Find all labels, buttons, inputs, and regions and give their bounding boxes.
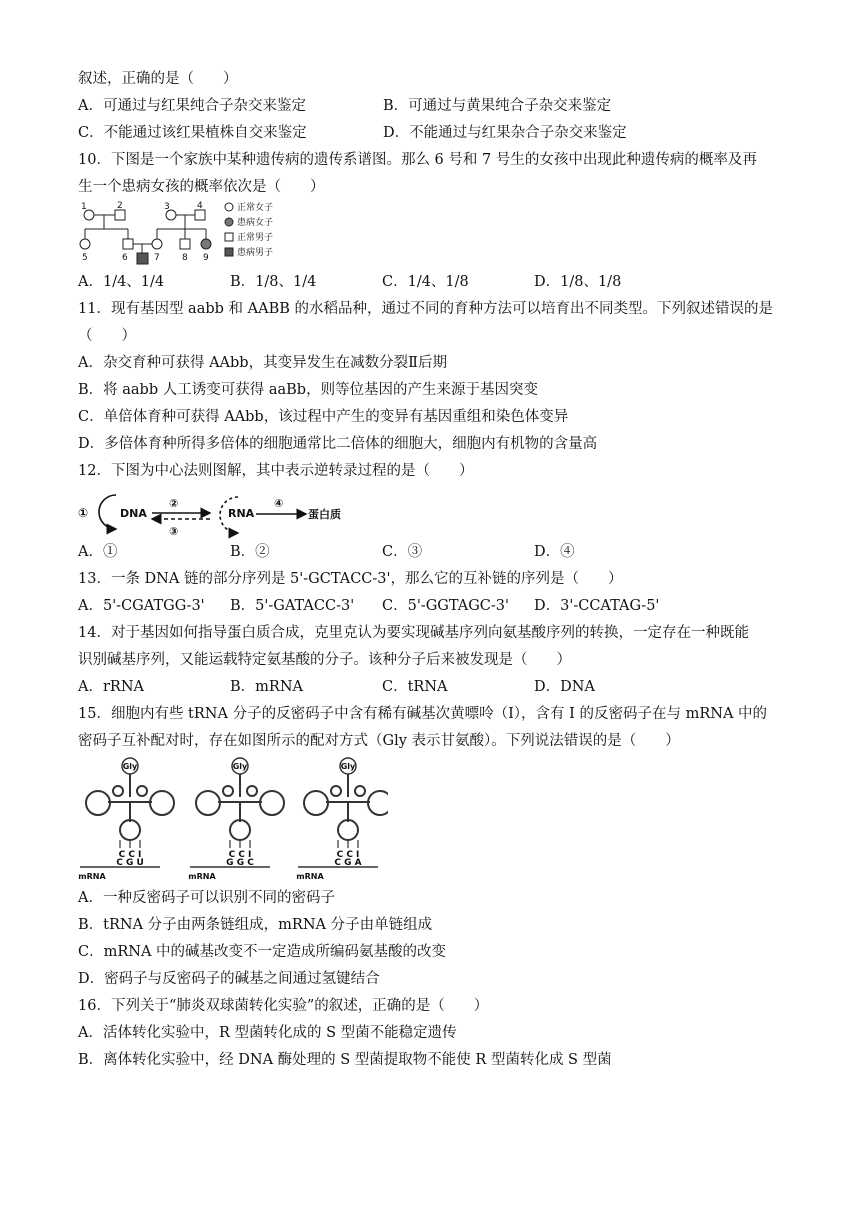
codon-label: C G A xyxy=(334,858,362,868)
mrna-label: mRNA xyxy=(78,872,106,881)
legend-normal-female: 正常女子 xyxy=(237,203,274,213)
q13-stem: 13．一条 DNA 链的部分序列是 5'-GCTACC-3'，那么它的互补链的序列是（ ） xyxy=(78,571,623,587)
anticodon-loop xyxy=(230,820,250,840)
q12-stem: 12．下图为中心法则图解，其中表示逆转录过程的是（ ） xyxy=(78,463,474,479)
q16-stem: 16．下列关于“肺炎双球菌转化实验”的叙述，正确的是（ ） xyxy=(78,998,489,1014)
legend-affected-female: 患病女子 xyxy=(237,218,274,228)
q10-stem-line-1: 10．下图是一个家族中某种遗传病的遗传系谱图。那么 6 号和 7 号生的女孩中出现此种遗传病的概率及再 xyxy=(78,152,757,168)
q15-option-d[interactable]: D．密码子与反密码子的碱基之间通过氢键结合 xyxy=(78,971,380,987)
q15-option-c[interactable]: C．mRNA 中的碱基改变不一定造成所编码氨基酸的改变 xyxy=(78,944,447,960)
label-circle-4: ④ xyxy=(274,497,284,510)
q10-stem-line-2: 生一个患病女孩的概率依次是（ ） xyxy=(78,179,325,195)
q15-option-b[interactable]: B．tRNA 分子由两条链组成，mRNA 分子由单链组成 xyxy=(78,917,433,933)
q10-option-a[interactable]: A．1/4、1/4 xyxy=(78,274,165,290)
q12-option-d[interactable]: D．④ xyxy=(534,544,575,560)
label-circle-2: ② xyxy=(169,497,179,510)
q11-option-b[interactable]: B．将 aabb 人工诱变可获得 aaBb，则等位基因的产生来源于基因突变 xyxy=(78,382,539,398)
q14-option-d[interactable]: D．DNA xyxy=(534,679,595,695)
q11-stem-line-2: （ ） xyxy=(78,328,136,344)
q14-option-a[interactable]: A．rRNA xyxy=(78,679,144,695)
q14-stem-line-2: 识别碱基序列，又能运载特定氨基酸的分子。该种分子后来被发现是（ ） xyxy=(78,652,571,668)
small-loop xyxy=(113,786,123,796)
pedigree-label-5: 5 xyxy=(82,253,88,263)
q9-option-d[interactable]: D．不能通过与红果杂合子杂交来鉴定 xyxy=(383,125,627,141)
q16-option-a[interactable]: A．活体转化实验中，R 型菌转化成的 S 型菌不能稳定遗传 xyxy=(78,1025,457,1041)
q9-options-row-2 xyxy=(78,120,798,147)
q13-option-b[interactable]: B．5'-GATACC-3' xyxy=(230,598,355,614)
pedigree-label-4: 4 xyxy=(197,201,203,211)
amino-acid-label: Gly xyxy=(340,762,356,771)
q10-option-b[interactable]: B．1/8、1/4 xyxy=(230,274,317,290)
d-loop xyxy=(196,791,220,815)
pedigree-label-9: 9 xyxy=(203,253,209,263)
pedigree-label-2: 2 xyxy=(117,201,123,211)
q13-option-d[interactable]: D．3'-CCATAG-5' xyxy=(534,598,660,614)
pedigree-chart xyxy=(78,201,318,269)
d-loop xyxy=(304,791,328,815)
pedigree-label-1: 1 xyxy=(81,202,87,212)
q15-trna-figure xyxy=(78,755,798,885)
t-loop xyxy=(150,791,174,815)
label-circle-1: ① xyxy=(78,506,89,520)
q11-option-c[interactable]: C．单倍体育种可获得 AAbb，该过程中产生的变异有基因重组和染色体变异 xyxy=(78,409,569,425)
q9-option-a[interactable]: A．可通过与红果纯合子杂交来鉴定 xyxy=(78,98,306,114)
small-loop xyxy=(247,786,257,796)
label-protein: 蛋白质 xyxy=(308,508,341,521)
legend-normal-male: 正常男子 xyxy=(237,233,274,243)
small-loop xyxy=(355,786,365,796)
q12-option-b[interactable]: B．② xyxy=(230,544,270,560)
q10-pedigree-figure xyxy=(78,201,798,269)
pedigree-label-7: 7 xyxy=(154,253,160,263)
q9-stem-tail: 叙述，正确的是（ ） xyxy=(78,71,238,87)
anticodon-label: C C I xyxy=(228,850,252,860)
q11-stem-line-1: 11．现有基因型 aabb 和 AABB 的水稻品种，通过不同的育种方法可以培育出不同类型。下列叙述错误的是 xyxy=(78,301,773,317)
q9-option-c[interactable]: C．不能通过该红果植株自交来鉴定 xyxy=(78,125,307,141)
q13-option-a[interactable]: A．5'-CGATGG-3' xyxy=(78,598,205,614)
label-circle-3: ③ xyxy=(169,525,179,538)
central-dogma-diagram xyxy=(78,485,358,539)
q14-option-c[interactable]: C．tRNA xyxy=(382,679,448,695)
q12-options xyxy=(78,539,798,566)
anticodon-label: C C I xyxy=(336,850,360,860)
q9-options-row-1 xyxy=(78,93,798,120)
q9-option-b[interactable]: B．可通过与黄果纯合子杂交来鉴定 xyxy=(383,98,612,114)
t-loop xyxy=(368,791,388,815)
small-loop xyxy=(331,786,341,796)
pedigree-individual-5 xyxy=(80,239,90,249)
q14-option-b[interactable]: B．mRNA xyxy=(230,679,303,695)
pedigree-individual-9 xyxy=(201,239,211,249)
pedigree-label-3: 3 xyxy=(164,202,170,212)
q15-stem-line-2: 密码子互补配对时，存在如图所示的配对方式（Gly 表示甘氨酸）。下列说法错误的是（ ） xyxy=(78,733,680,749)
codon-label: G G C xyxy=(226,858,254,868)
pedigree-label-6: 6 xyxy=(122,253,128,263)
q15-stem-line-1: 15．细胞内有些 tRNA 分子的反密码子中含有稀有碱基次黄嘌呤（I），含有 I 的反密码子在与 mRNA 中的 xyxy=(78,706,768,722)
t-loop xyxy=(260,791,284,815)
pedigree-individual-7 xyxy=(152,239,162,249)
q12-option-a[interactable]: A．① xyxy=(78,544,118,560)
amino-acid-label: Gly xyxy=(122,762,138,771)
q11-option-a[interactable]: A．杂交育种可获得 AAbb，其变异发生在减数分裂Ⅱ后期 xyxy=(78,355,447,371)
small-loop xyxy=(137,786,147,796)
legend-affected-male: 患病男子 xyxy=(237,248,274,258)
q11-option-d[interactable]: D．多倍体育种所得多倍体的细胞通常比二倍体的细胞大，细胞内有机物的含量高 xyxy=(78,436,598,452)
pedigree-offspring-affected-male xyxy=(137,253,148,264)
q14-options xyxy=(78,674,798,701)
dna-replication-arrow xyxy=(99,495,116,529)
anticodon-loop xyxy=(120,820,140,840)
q14-stem-line-1: 14．对于基因如何指导蛋白质合成，克里克认为要实现碱基序列向氨基酸序列的转换，一定存在一种既能 xyxy=(78,625,749,641)
mrna-label: mRNA xyxy=(296,872,324,881)
pedigree-individual-8 xyxy=(180,239,190,249)
trna-pairing-diagram xyxy=(78,755,388,885)
q13-options xyxy=(78,593,798,620)
d-loop xyxy=(86,791,110,815)
anticodon-loop xyxy=(338,820,358,840)
pedigree-individual-2 xyxy=(115,210,125,220)
q13-option-c[interactable]: C．5'-GGTAGC-3' xyxy=(382,598,510,614)
amino-acid-label: Gly xyxy=(232,762,248,771)
q16-option-b[interactable]: B．离体转化实验中，经 DNA 酶处理的 S 型菌提取物不能使 R 型菌转化成 S 型菌 xyxy=(78,1052,612,1068)
pedigree-label-8: 8 xyxy=(182,253,188,263)
q10-options xyxy=(78,269,798,296)
codon-label: C G U xyxy=(116,858,144,868)
q15-option-a[interactable]: A．一种反密码子可以识别不同的密码子 xyxy=(78,890,335,906)
q12-central-dogma-figure xyxy=(78,485,798,539)
anticodon-label: C C I xyxy=(118,850,142,860)
exam-page xyxy=(78,66,798,1074)
mrna-label: mRNA xyxy=(188,872,216,881)
q10-option-c[interactable]: C．1/4、1/8 xyxy=(382,274,469,290)
label-dna: DNA xyxy=(120,507,147,520)
q10-option-d[interactable]: D．1/8、1/8 xyxy=(534,274,622,290)
q12-option-c[interactable]: C．③ xyxy=(382,544,423,560)
pedigree-individual-6 xyxy=(123,239,133,249)
label-rna: RNA xyxy=(228,507,255,520)
pedigree-individual-4 xyxy=(195,210,205,220)
small-loop xyxy=(223,786,233,796)
